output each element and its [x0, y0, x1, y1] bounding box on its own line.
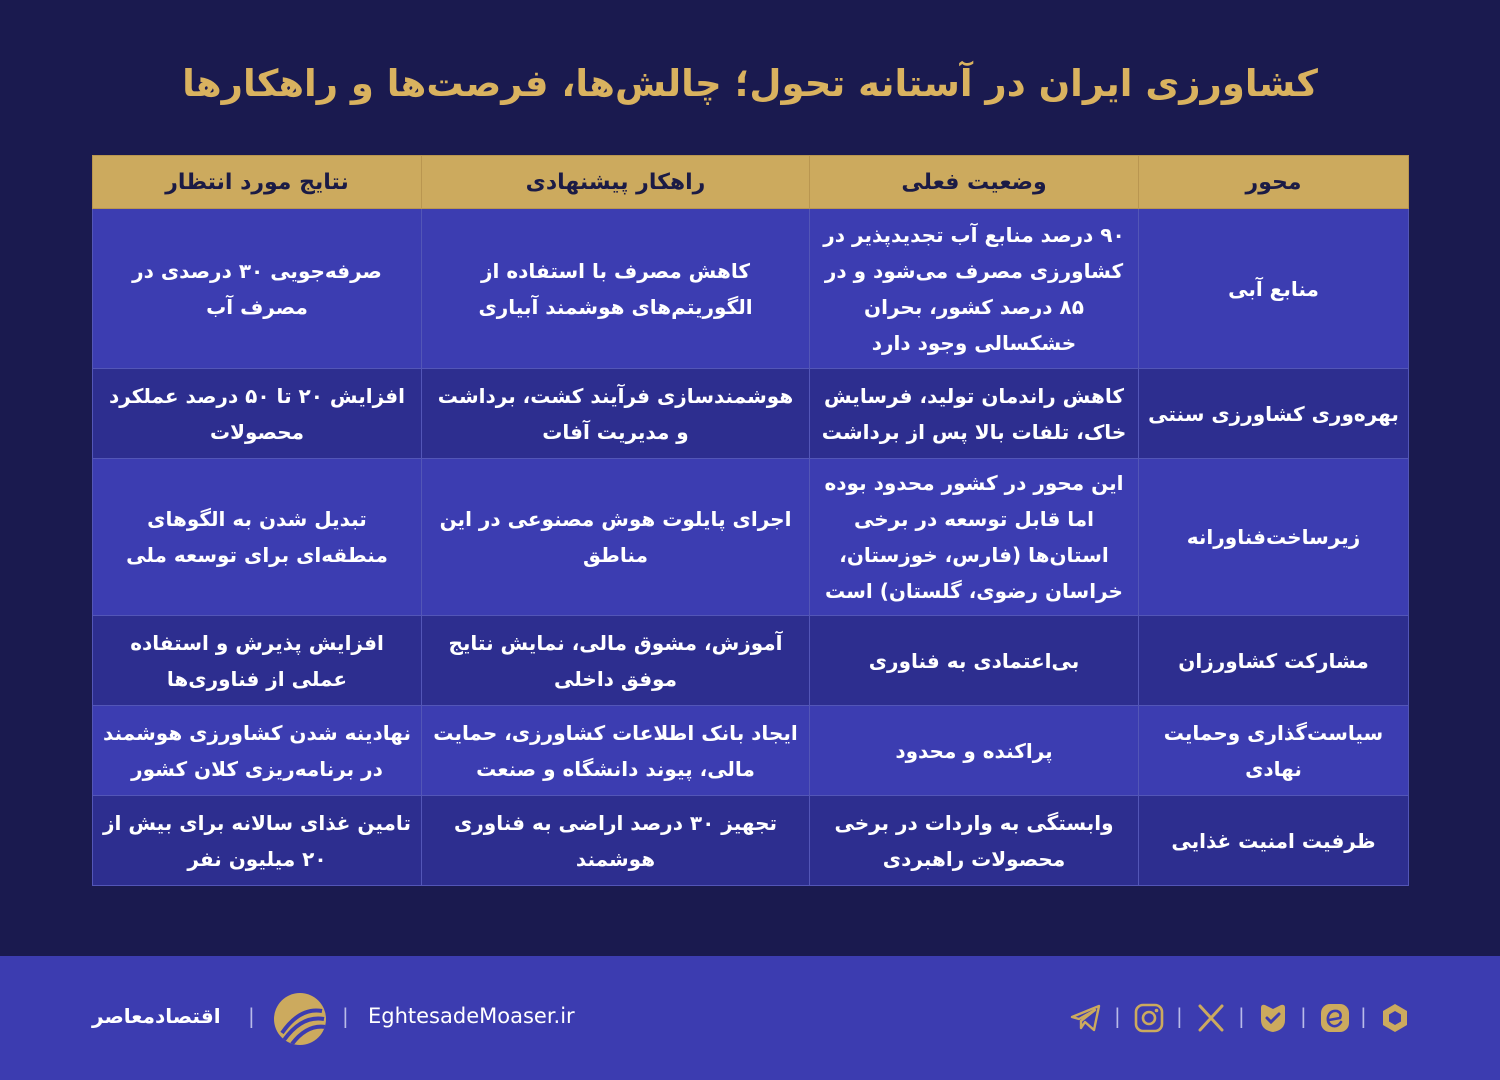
cell-solution: اجرای پایلوت هوش مصنوعی در این مناطق — [422, 459, 810, 616]
cell-status: این محور در کشور محدود بوده اما قابل توسعه در برخی استان‌ها (فارس، خوزستان، خراسان رضوی، گلستان) است — [810, 459, 1139, 616]
page-title: کشاورزی ایران در آستانه تحول؛ چالش‌ها، فرصت‌ها و راهکارها — [182, 62, 1318, 105]
cell-axis: سیاست‌گذاری و‌حمایت نهادی — [1139, 706, 1409, 796]
cell-axis: بهره‌وری کشاورزی سنتی — [1139, 369, 1409, 459]
footer-separator: | — [1176, 1004, 1183, 1028]
brand-name[interactable]: اقتصادمعاصر — [92, 1004, 221, 1028]
cell-axis: ظرفیت امنیت غذایی — [1139, 796, 1409, 886]
cell-result: نهادینه شدن کشاورزی هوشمند در برنامه‌ریزی کلان کشور — [93, 706, 422, 796]
cell-status: بی‌اعتمادی به فناوری — [810, 616, 1139, 706]
table-row — [93, 706, 1409, 796]
table-row — [93, 796, 1409, 886]
table-header-row — [93, 156, 1409, 209]
table-row — [93, 616, 1409, 706]
cell-status: پراکنده و محدود — [810, 706, 1139, 796]
cell-status: ۹۰ درصد منابع آب تجدیدپذیر در کشاورزی مصرف می‌شود و در ۸۵ درصد کشور، بحران خشکسالی وجود دارد — [810, 209, 1139, 369]
header-axis: محور — [1139, 156, 1409, 209]
footer-separator: | — [1238, 1004, 1245, 1028]
header-solution: راهکار پیشنهادی — [422, 156, 810, 209]
website-link[interactable]: EghtesadeMoaser.ir — [368, 1004, 575, 1028]
cell-solution: ایجاد بانک اطلاعات کشاورزی، حمایت مالی، پیوند دانشگاه و صنعت — [422, 706, 810, 796]
cell-axis: منابع آبی — [1139, 209, 1409, 369]
footer-separator: | — [1360, 1004, 1367, 1028]
cell-status: کاهش راندمان تولید، فرسایش خاک، تلفات بالا پس از برداشت — [810, 369, 1139, 459]
footer-separator: | — [1114, 1004, 1121, 1028]
x-icon[interactable] — [1193, 1000, 1229, 1036]
rubika-icon[interactable] — [1377, 1000, 1413, 1036]
table-row — [93, 459, 1409, 616]
cell-solution: آموزش، مشوق مالی، نمایش نتایج موفق داخلی — [422, 616, 810, 706]
cell-solution: کاهش مصرف با استفاده از الگوریتم‌های هوشمند آبیاری — [422, 209, 810, 369]
cell-result: صرفه‌جویی ۳۰ درصدی در مصرف آب — [93, 209, 422, 369]
table-row — [93, 369, 1409, 459]
table-row — [93, 209, 1409, 369]
footer-separator: | — [248, 1004, 255, 1028]
cell-result: افزایش پذیرش و استفاده عملی از فناوری‌ها — [93, 616, 422, 706]
footer-separator: | — [1300, 1004, 1307, 1028]
telegram-icon[interactable] — [1068, 1000, 1104, 1036]
bale-icon[interactable] — [1255, 1000, 1291, 1036]
footer-separator: | — [342, 1004, 349, 1028]
header-result: نتایج مورد انتظار — [93, 156, 422, 209]
agriculture-table — [92, 155, 1409, 886]
cell-status: وابستگی به واردات در برخی محصولات راهبردی — [810, 796, 1139, 886]
instagram-icon[interactable] — [1131, 1000, 1167, 1036]
cell-solution: تجهیز ۳۰ درصد اراضی به فناوری هوشمند — [422, 796, 810, 886]
brand-logo-icon[interactable] — [274, 993, 326, 1045]
cell-result: تامین غذای سالانه برای بیش از ۲۰ میلیون نفر — [93, 796, 422, 886]
cell-axis: زیرساخت‌فناورانه — [1139, 459, 1409, 616]
cell-axis: مشارکت کشاورزان — [1139, 616, 1409, 706]
eitaa-icon[interactable] — [1317, 1000, 1353, 1036]
cell-result: تبدیل شدن به الگوهای منطقه‌ای برای توسعه ملی — [93, 459, 422, 616]
cell-solution: هوشمندسازی فرآیند کشت، برداشت و مدیریت آفات — [422, 369, 810, 459]
cell-result: افزایش ۲۰ تا ۵۰ درصد عملکرد محصولات — [93, 369, 422, 459]
header-status: وضعیت فعلی — [810, 156, 1139, 209]
